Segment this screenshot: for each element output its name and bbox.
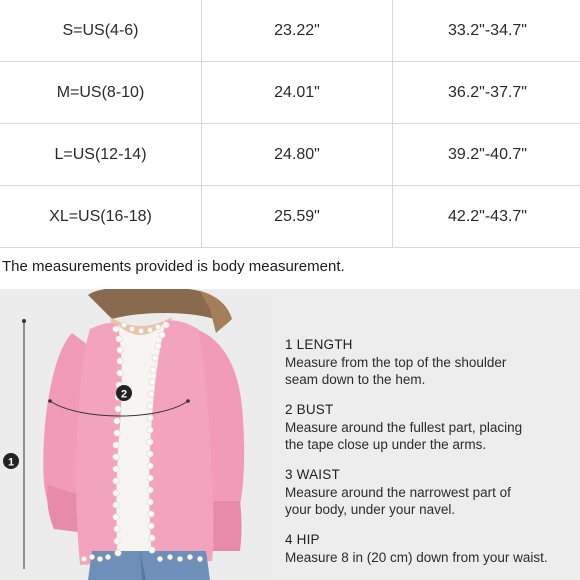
step-title: 4 HIP bbox=[285, 532, 320, 547]
step-hip bbox=[285, 531, 548, 566]
step-description bbox=[285, 354, 506, 388]
measurement-note: The measurements provided is body measurement. bbox=[2, 258, 345, 275]
size-cell: M=US(8-10) bbox=[0, 62, 202, 124]
length-marker: 1 bbox=[7, 456, 15, 469]
step-description bbox=[285, 549, 548, 566]
length-cell: 23.22" bbox=[202, 0, 393, 62]
bust-cell: 36.2"-37.7" bbox=[393, 62, 580, 124]
step-bust bbox=[285, 401, 522, 453]
size-cell: L=US(12-14) bbox=[0, 124, 202, 186]
bust-marker: 2 bbox=[120, 388, 128, 401]
step-description-line: Measure 8 in (20 cm) down from your waist. bbox=[285, 550, 548, 565]
length-cell: 24.80" bbox=[202, 124, 393, 186]
step-length bbox=[285, 336, 506, 388]
step-description-line: seam down to the hem. bbox=[285, 372, 426, 387]
step-description bbox=[285, 484, 511, 518]
size-cell: XL=US(16-18) bbox=[0, 186, 202, 248]
step-description-line: the tape close up under the arms. bbox=[285, 437, 487, 452]
bust-cell: 42.2"-43.7" bbox=[393, 186, 580, 248]
step-waist bbox=[285, 466, 511, 518]
step-title: 1 LENGTH bbox=[285, 337, 353, 352]
step-description-line: Measure around the narrowest part of bbox=[285, 485, 511, 500]
size-cell: S=US(4-6) bbox=[0, 0, 202, 62]
step-title: 3 WAIST bbox=[285, 467, 340, 482]
table-row bbox=[0, 62, 580, 124]
table-row bbox=[0, 0, 580, 62]
bust-cell: 33.2"-34.7" bbox=[393, 0, 580, 62]
size-table bbox=[0, 0, 580, 248]
step-title: 2 BUST bbox=[285, 402, 334, 417]
step-description-line: your body, under your navel. bbox=[285, 502, 456, 517]
table-row bbox=[0, 186, 580, 248]
length-cell: 25.59" bbox=[202, 186, 393, 248]
step-description-line: Measure around the fullest part, placing bbox=[285, 420, 523, 435]
length-cell: 24.01" bbox=[202, 62, 393, 124]
step-description-line: Measure from the top of the shoulder bbox=[285, 355, 507, 370]
table-row bbox=[0, 124, 580, 186]
step-description bbox=[285, 419, 522, 453]
model-photo bbox=[0, 289, 270, 580]
bust-cell: 39.2"-40.7" bbox=[393, 124, 580, 186]
